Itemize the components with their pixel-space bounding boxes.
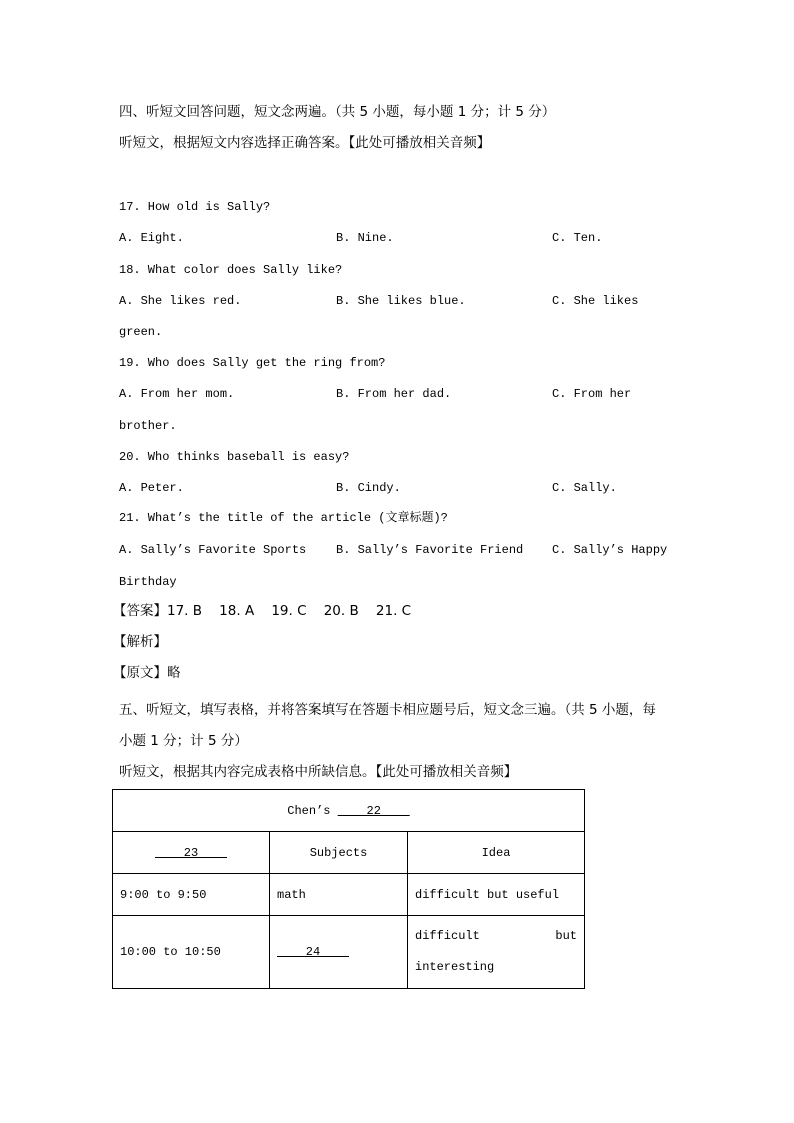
option-b: B. Nine. [336, 231, 394, 245]
option-b: B. She likes blue. [336, 294, 466, 308]
idea-cell [408, 916, 585, 989]
option-c: C. Ten. [552, 231, 603, 245]
idea-word: difficult [415, 929, 480, 943]
table-title [113, 790, 585, 832]
time-cell: 9:00 to 9:50 [113, 874, 270, 916]
title-prefix: Chen’s [287, 803, 338, 818]
section5-title: 五、听短文，填写表格，并将答案填写在答题卡相应题号后，短文念三遍。（共 5 小题，每 [119, 702, 656, 718]
table-row [113, 916, 585, 989]
option-c: C. She likes [552, 294, 639, 308]
option-b: B. Sally’s Favorite Friend [336, 543, 524, 557]
idea-cell: difficult but useful [408, 874, 585, 916]
option-c: C. From her [552, 387, 632, 401]
option-c-continued: green. [119, 325, 163, 339]
section4-title: 四、听短文回答问题，短文念两遍。（共 5 小题，每小题 1 分；计 5 分） [119, 104, 556, 120]
question-20: 20. Who thinks baseball is easy? [119, 450, 350, 464]
answer-line: 【答案】17. B 18. A 19. C 20. B 21. C [113, 603, 412, 619]
blank-22[interactable]: 22 [337, 803, 410, 818]
option-a: A. She likes red. [119, 294, 242, 308]
header-time [113, 832, 270, 874]
idea-line2: interesting [415, 960, 495, 974]
option-a: A. From her mom. [119, 387, 235, 401]
question-18: 18. What color does Sally like? [119, 263, 343, 277]
subject-cell: math [270, 874, 408, 916]
original-text: 【原文】略 [113, 665, 181, 681]
question-21: 21. What’s the title of the article (文章标题)? [119, 511, 448, 525]
option-c-continued: Birthday [119, 575, 177, 589]
section5-title-cont: 小题 1 分；计 5 分） [119, 733, 248, 749]
blank-24[interactable]: 24 [277, 945, 350, 959]
subject-cell [270, 916, 408, 989]
table-row [113, 874, 585, 916]
option-c-continued: brother. [119, 419, 177, 433]
section5-instruction: 听短文，根据其内容完成表格中所缺信息。【此处可播放相关音频】 [119, 764, 518, 780]
option-b: B. From her dad. [336, 387, 452, 401]
analysis-label: 【解析】 [113, 634, 167, 650]
question-19: 19. Who does Sally get the ring from? [119, 356, 386, 370]
blank-23[interactable]: 23 [154, 845, 227, 860]
option-a: A. Peter. [119, 481, 184, 495]
option-a: A. Sally’s Favorite Sports [119, 543, 307, 557]
question-17: 17. How old is Sally? [119, 200, 271, 214]
option-b: B. Cindy. [336, 481, 401, 495]
section4-instruction: 听短文，根据短文内容选择正确答案。【此处可播放相关音频】 [119, 135, 491, 151]
schedule-table [112, 789, 585, 989]
header-subjects: Subjects [270, 832, 408, 874]
option-a: A. Eight. [119, 231, 184, 245]
option-c: C. Sally’s Happy [552, 543, 668, 557]
option-c: C. Sally. [552, 481, 617, 495]
header-idea: Idea [408, 832, 585, 874]
time-cell: 10:00 to 10:50 [113, 916, 270, 989]
idea-word: but [555, 929, 577, 943]
